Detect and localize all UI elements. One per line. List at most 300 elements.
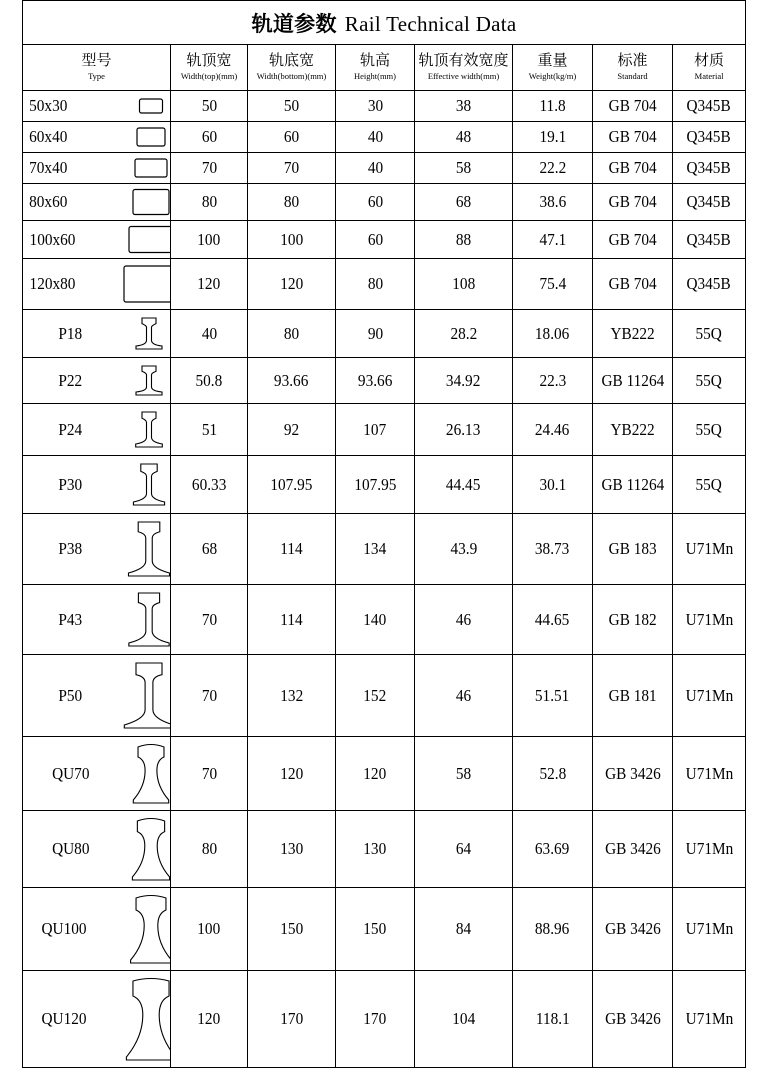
cell-height <box>336 259 415 310</box>
cell-width-bottom <box>248 153 336 184</box>
cell-value: Q345B <box>686 158 732 177</box>
type-label: 60x40 <box>29 127 68 146</box>
type-label: QU70 <box>52 763 90 783</box>
cell-effective-width <box>415 456 513 514</box>
cell-height <box>336 184 415 221</box>
cell-height <box>336 358 415 404</box>
cell-width-top <box>171 358 248 404</box>
cell-weight <box>513 811 593 888</box>
table-row <box>23 456 746 514</box>
cell-value: 63.69 <box>535 839 570 858</box>
header-cn: 标准 <box>617 53 648 70</box>
cell-value: 44.65 <box>535 609 570 629</box>
title-row <box>23 1 746 45</box>
rail-data-sheet <box>22 0 745 1066</box>
table-row <box>23 310 746 358</box>
cell-height <box>336 514 415 585</box>
profile-drawing <box>23 585 171 654</box>
table-title <box>23 1 746 45</box>
cell-value: 40 <box>367 127 383 146</box>
profile-drawing <box>23 221 171 258</box>
cell-value: 132 <box>280 685 303 705</box>
cell-width-bottom <box>248 888 336 971</box>
cell-effective-width <box>415 122 513 153</box>
profile-drawing <box>23 404 171 455</box>
cell-material <box>673 91 746 122</box>
cell-value: GB 3426 <box>604 839 661 858</box>
profile-drawing <box>23 91 171 121</box>
cell-weight <box>513 259 593 310</box>
cell-value: GB 3426 <box>604 763 661 783</box>
type-wrap <box>23 184 170 220</box>
cell-height <box>336 585 415 655</box>
header-height <box>336 45 415 91</box>
cell-value: 60 <box>367 229 383 249</box>
cell-weight <box>513 184 593 221</box>
cell-value: 75.4 <box>539 274 566 293</box>
crane-rail-profile-icon <box>131 896 171 964</box>
cell-weight <box>513 91 593 122</box>
cell-type <box>23 971 171 1068</box>
cell-height <box>336 888 415 971</box>
cell-width-bottom <box>248 259 336 310</box>
cell-effective-width <box>415 655 513 737</box>
cell-value: 130 <box>363 839 387 858</box>
type-wrap <box>23 585 170 654</box>
rail-technical-table <box>22 0 746 1068</box>
cell-value: 44.45 <box>446 474 481 494</box>
cell-value: 38.73 <box>535 539 570 558</box>
profile-drawing <box>23 456 171 513</box>
table-row <box>23 404 746 456</box>
title-en: Rail Technical Data <box>344 11 517 36</box>
header-type <box>23 45 171 91</box>
cell-width-top <box>171 221 248 259</box>
cell-value: 120 <box>363 763 387 783</box>
header-cn: 轨顶宽 <box>186 53 232 70</box>
cell-material <box>673 153 746 184</box>
cell-material <box>673 585 746 655</box>
cell-standard <box>593 153 673 184</box>
header-cn: 轨高 <box>359 53 390 70</box>
cell-value: 50.8 <box>195 370 223 390</box>
cell-width-top <box>171 971 248 1068</box>
cell-value: 84 <box>455 919 472 938</box>
cell-width-bottom <box>248 358 336 404</box>
type-wrap <box>23 122 170 152</box>
header-material <box>673 45 746 91</box>
table-row <box>23 122 746 153</box>
profile-drawing <box>23 811 171 887</box>
cell-value: 70 <box>201 158 217 177</box>
type-label: P30 <box>58 474 83 494</box>
cell-effective-width <box>415 153 513 184</box>
type-wrap <box>23 358 170 403</box>
cell-value: 80 <box>367 274 383 293</box>
cell-value: 46 <box>455 609 472 629</box>
profile-drawing <box>23 971 171 1067</box>
cell-value: GB 704 <box>608 96 657 115</box>
cell-value: 150 <box>280 919 303 938</box>
type-label: QU120 <box>41 1009 87 1028</box>
cell-width-bottom <box>248 971 336 1068</box>
cell-effective-width <box>415 310 513 358</box>
cell-value: 140 <box>363 609 387 629</box>
cell-value: 70 <box>201 609 217 629</box>
type-label: 80x60 <box>29 192 68 211</box>
cell-width-bottom <box>248 91 336 122</box>
cell-value: 120 <box>280 763 303 783</box>
type-wrap <box>23 737 170 810</box>
cell-value: 107.95 <box>353 474 397 494</box>
cell-value: 70 <box>201 763 217 783</box>
cell-value: YB222 <box>610 419 655 439</box>
type-wrap <box>23 310 170 357</box>
cell-value: 114 <box>280 539 303 558</box>
header-cn: 轨底宽 <box>268 53 314 70</box>
type-label: 50x30 <box>29 96 68 115</box>
cell-value: 100 <box>197 919 221 938</box>
cell-value: 51 <box>201 419 217 439</box>
cell-weight <box>513 585 593 655</box>
cell-effective-width <box>415 514 513 585</box>
crane-rail-profile-icon <box>132 819 169 881</box>
cell-material <box>673 404 746 456</box>
cell-type <box>23 153 171 184</box>
cell-value: 104 <box>452 1009 475 1028</box>
cell-value: GB 3426 <box>604 1009 661 1028</box>
cell-weight <box>513 888 593 971</box>
cell-value: 134 <box>363 539 387 558</box>
cell-width-top <box>171 811 248 888</box>
cell-value: 120 <box>197 274 221 293</box>
cell-value: GB 182 <box>608 609 657 629</box>
cell-value: GB 704 <box>608 192 657 211</box>
cell-value: 88.96 <box>535 919 570 938</box>
cell-standard <box>593 404 673 456</box>
cell-value: Q345B <box>686 229 732 249</box>
profile-drawing <box>23 259 171 309</box>
cell-value: YB222 <box>610 323 655 343</box>
cell-value: U71Mn <box>685 685 733 705</box>
cell-effective-width <box>415 888 513 971</box>
cell-width-top <box>171 655 248 737</box>
profile-drawing <box>23 655 171 736</box>
cell-material <box>673 358 746 404</box>
rail-profile-icon <box>129 593 169 646</box>
rail-profile-icon <box>133 464 164 505</box>
cell-weight <box>513 404 593 456</box>
cell-value: 34.92 <box>446 370 481 390</box>
profile-drawing <box>23 310 171 357</box>
cell-material <box>673 310 746 358</box>
type-wrap <box>23 811 170 887</box>
cell-type <box>23 358 171 404</box>
cell-standard <box>593 122 673 153</box>
header-en: Weight(kg/m) <box>528 70 577 81</box>
cell-width-top <box>171 91 248 122</box>
cell-value: 24.46 <box>535 419 570 439</box>
cell-value: 92 <box>283 419 300 439</box>
cell-material <box>673 122 746 153</box>
cell-value: 80 <box>201 192 217 211</box>
cell-width-bottom <box>248 122 336 153</box>
type-label: P24 <box>58 419 83 439</box>
cell-type <box>23 310 171 358</box>
cell-type <box>23 404 171 456</box>
type-wrap <box>23 655 170 736</box>
header-width-bottom <box>248 45 336 91</box>
cell-height <box>336 310 415 358</box>
cell-value: 19.1 <box>539 127 566 146</box>
cell-width-bottom <box>248 811 336 888</box>
table-row <box>23 585 746 655</box>
cell-value: 40 <box>201 323 217 343</box>
cell-standard <box>593 310 673 358</box>
cell-value: 50 <box>283 96 300 115</box>
header-en: Material <box>694 70 724 81</box>
cell-value: 46 <box>455 685 472 705</box>
header-cn: 轨顶有效宽度 <box>418 53 509 70</box>
cell-value: 114 <box>280 609 303 629</box>
cell-value: 47.1 <box>539 229 566 249</box>
header-en: Height(mm) <box>353 70 397 81</box>
cell-height <box>336 655 415 737</box>
type-label: P50 <box>58 685 83 705</box>
cell-value: 22.2 <box>539 158 566 177</box>
cell-material <box>673 184 746 221</box>
cell-width-top <box>171 122 248 153</box>
cell-value: GB 11264 <box>601 474 664 494</box>
cell-value: U71Mn <box>685 763 733 783</box>
cell-value: 80 <box>201 839 217 858</box>
profile-drawing <box>23 122 171 152</box>
cell-value: 80 <box>283 323 300 343</box>
cell-value: 120 <box>280 274 303 293</box>
cell-type <box>23 122 171 153</box>
cell-width-top <box>171 737 248 811</box>
table-row <box>23 655 746 737</box>
header-en: Standard <box>617 70 648 81</box>
crane-rail-profile-icon <box>133 745 168 804</box>
rect-tube-profile-icon <box>124 266 171 302</box>
table-row <box>23 221 746 259</box>
cell-standard <box>593 811 673 888</box>
header-en: Width(bottom)(mm) <box>256 70 327 81</box>
cell-width-top <box>171 514 248 585</box>
cell-value: 107.95 <box>270 474 313 494</box>
cell-width-top <box>171 310 248 358</box>
profile-drawing <box>23 737 171 810</box>
cell-material <box>673 971 746 1068</box>
cell-type <box>23 221 171 259</box>
cell-value: 18.06 <box>535 323 570 343</box>
cell-standard <box>593 184 673 221</box>
cell-effective-width <box>415 221 513 259</box>
cell-effective-width <box>415 184 513 221</box>
cell-value: 107 <box>363 419 387 439</box>
header-effective-width <box>415 45 513 91</box>
cell-effective-width <box>415 737 513 811</box>
cell-material <box>673 259 746 310</box>
cell-value: U71Mn <box>685 1009 733 1028</box>
cell-material <box>673 737 746 811</box>
rail-profile-icon <box>136 366 162 395</box>
table-row <box>23 91 746 122</box>
cell-effective-width <box>415 259 513 310</box>
type-wrap <box>23 221 170 258</box>
cell-width-bottom <box>248 310 336 358</box>
cell-value: 130 <box>280 839 303 858</box>
cell-value: 120 <box>197 1009 221 1028</box>
cell-value: 152 <box>363 685 387 705</box>
cell-weight <box>513 358 593 404</box>
cell-width-bottom <box>248 514 336 585</box>
rect-tube-profile-icon <box>137 128 165 146</box>
header-cn: 重量 <box>537 53 568 70</box>
cell-effective-width <box>415 91 513 122</box>
type-label: QU100 <box>41 919 87 938</box>
cell-value: GB 183 <box>608 539 657 558</box>
type-label: P18 <box>58 323 83 343</box>
cell-weight <box>513 456 593 514</box>
type-wrap <box>23 91 170 121</box>
cell-width-top <box>171 456 248 514</box>
cell-value: Q345B <box>686 127 732 146</box>
cell-type <box>23 184 171 221</box>
cell-standard <box>593 514 673 585</box>
cell-effective-width <box>415 971 513 1068</box>
cell-weight <box>513 655 593 737</box>
cell-value: 48 <box>455 127 472 146</box>
header-cn: 型号 <box>81 53 112 70</box>
header-weight <box>513 45 593 91</box>
cell-standard <box>593 585 673 655</box>
cell-value: Q345B <box>686 192 732 211</box>
cell-standard <box>593 91 673 122</box>
cell-material <box>673 514 746 585</box>
type-label: P38 <box>58 539 83 558</box>
rail-profile-icon <box>128 522 169 576</box>
cell-width-top <box>171 184 248 221</box>
profile-drawing <box>23 184 171 220</box>
cell-value: GB 704 <box>608 127 657 146</box>
cell-value: 64 <box>455 839 472 858</box>
header-en: Type <box>88 70 105 81</box>
cell-width-top <box>171 585 248 655</box>
cell-value: 22.3 <box>539 370 566 390</box>
cell-width-bottom <box>248 655 336 737</box>
cell-standard <box>593 358 673 404</box>
cell-type <box>23 811 171 888</box>
header-standard <box>593 45 673 91</box>
cell-material <box>673 456 746 514</box>
header-row <box>23 45 746 91</box>
cell-value: GB 3426 <box>604 919 661 938</box>
crane-rail-profile-icon <box>126 979 171 1061</box>
cell-value: 55Q <box>695 419 723 439</box>
cell-material <box>673 888 746 971</box>
rail-profile-icon <box>136 412 163 447</box>
cell-value: 55Q <box>695 370 723 390</box>
type-wrap <box>23 404 170 455</box>
cell-weight <box>513 122 593 153</box>
cell-weight <box>513 971 593 1068</box>
cell-value: 93.66 <box>274 370 309 390</box>
cell-weight <box>513 514 593 585</box>
cell-weight <box>513 221 593 259</box>
profile-drawing <box>23 514 171 584</box>
cell-width-bottom <box>248 456 336 514</box>
type-wrap <box>23 888 170 970</box>
cell-value: 28.2 <box>450 323 477 343</box>
type-wrap <box>23 514 170 584</box>
cell-height <box>336 404 415 456</box>
cell-value: 30 <box>367 96 383 115</box>
cell-value: 58 <box>455 763 472 783</box>
cell-value: 170 <box>280 1009 303 1028</box>
cell-width-bottom <box>248 404 336 456</box>
cell-height <box>336 122 415 153</box>
title-cn: 轨道参数 <box>251 11 337 36</box>
cell-value: 100 <box>197 229 221 249</box>
header-en: Effective width(mm) <box>427 70 500 81</box>
cell-value: 58 <box>455 158 472 177</box>
cell-value: 38 <box>455 96 472 115</box>
cell-standard <box>593 456 673 514</box>
cell-value: 55Q <box>695 323 723 343</box>
table-body <box>23 91 746 1068</box>
cell-value: 11.8 <box>539 96 566 115</box>
cell-effective-width <box>415 358 513 404</box>
profile-drawing <box>23 358 171 403</box>
table-row <box>23 737 746 811</box>
cell-value: 60 <box>367 192 383 211</box>
cell-standard <box>593 655 673 737</box>
cell-value: 100 <box>280 229 303 249</box>
type-wrap <box>23 456 170 513</box>
cell-type <box>23 514 171 585</box>
cell-value: 80 <box>283 192 300 211</box>
cell-width-bottom <box>248 737 336 811</box>
type-wrap <box>23 153 170 183</box>
cell-value: GB 11264 <box>601 370 664 390</box>
cell-effective-width <box>415 404 513 456</box>
cell-value: U71Mn <box>685 539 733 558</box>
table-row <box>23 971 746 1068</box>
cell-standard <box>593 259 673 310</box>
cell-effective-width <box>415 585 513 655</box>
type-wrap <box>23 971 170 1067</box>
cell-value: 55Q <box>695 474 723 494</box>
type-label: P43 <box>58 609 83 629</box>
header-en: Width(top)(mm) <box>180 70 238 81</box>
cell-weight <box>513 153 593 184</box>
cell-type <box>23 91 171 122</box>
cell-value: 93.66 <box>357 370 393 390</box>
cell-material <box>673 655 746 737</box>
table-row <box>23 184 746 221</box>
cell-value: 70 <box>283 158 300 177</box>
cell-value: U71Mn <box>685 919 733 938</box>
rail-profile-icon <box>124 663 171 728</box>
type-label: 100x60 <box>29 229 76 249</box>
cell-value: GB 704 <box>608 274 657 293</box>
cell-value: 68 <box>455 192 472 211</box>
cell-height <box>336 971 415 1068</box>
rect-tube-profile-icon <box>133 190 169 215</box>
cell-value: 40 <box>367 158 383 177</box>
